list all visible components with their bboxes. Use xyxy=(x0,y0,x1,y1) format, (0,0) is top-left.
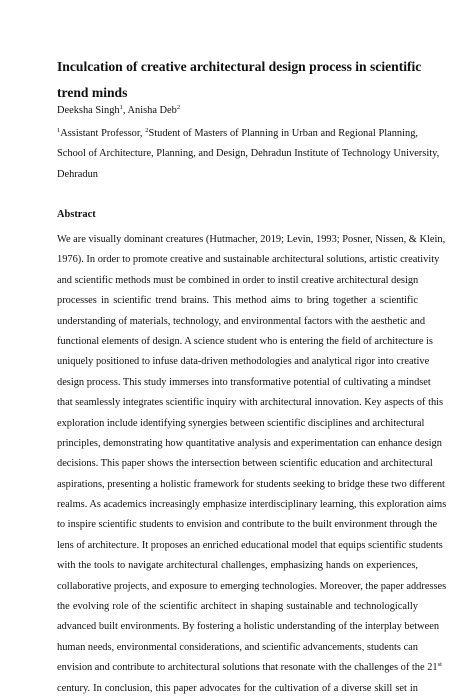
abstract-line: functional elements of design. A science student who is entering the field of architecture is xyxy=(57,335,433,347)
abstract-line: We are visually dominant creatures (Hutmacher, 2019; Levin, 1993; Posner, Nissen, & Klein, xyxy=(57,234,446,245)
abstract-line: 1976). In order to promote creative and sustainable architectural solutions, artistic creativity xyxy=(57,254,440,266)
affiliation-role: Assistant Professor, xyxy=(60,128,146,139)
affiliation-line xyxy=(57,124,418,144)
abstract-line: advanced built environments. By fostering a holistic understanding of the interplay between xyxy=(57,621,440,633)
abstract-line: century. In conclusion, this paper advocates for the cultivation of a diverse skill set in xyxy=(57,682,418,694)
affiliation-line: Dehradun xyxy=(57,168,98,180)
abstract-line: realms. As academics increasingly emphasize interdisciplinary learning, this exploration aims xyxy=(57,499,447,511)
author-separator: , xyxy=(122,105,128,116)
abstract-line: that seamlessly integrates scientific inquiry with architectural innovation. Key aspects of this xyxy=(57,397,444,409)
abstract-line: aspirations, presenting a holistic framework for students seeking to bridge these two different xyxy=(57,478,445,490)
abstract-line: decisions. This paper shows the intersection between scientific education and architectural xyxy=(57,458,433,470)
author-name: Deeksha Singh xyxy=(57,105,120,116)
affiliation-role: Student of Masters of Planning in Urban and Regional Planning, xyxy=(148,128,418,139)
abstract-line: principles, demonstrating how quantitative analysis and experimentation can enhance design xyxy=(57,437,442,449)
affiliation-marker: 2 xyxy=(145,127,149,134)
abstract-body xyxy=(57,230,447,699)
abstract-line: design process. This study immerses into transformative potential of cultivating a mindset xyxy=(57,376,431,388)
abstract-line: exploration include identifying synergies between scientific disciplines and architectural xyxy=(57,417,425,429)
paper-title: Inculcation of creative architectural design process in scientific trend minds xyxy=(57,59,422,100)
author-affiliation-marker: 2 xyxy=(176,104,181,111)
affiliation-line: School of Architecture, Planning, and Design, Dehradun Institute of Technology University, xyxy=(57,148,440,160)
abstract-line: collaborative projects, and exposure to emerging technologies. Moreover, the paper addresses xyxy=(57,580,447,592)
abstract-line: with the tools to navigate architectural challenges, emphasizing hands on experiences, xyxy=(57,560,418,572)
abstract-line: uniquely positioned to infuse data-driven methodologies and analytical rigor into creative xyxy=(57,356,430,368)
abstract-heading: Abstract xyxy=(57,209,96,220)
author-affiliation-marker: 1 xyxy=(119,104,123,111)
author-list xyxy=(57,104,180,118)
abstract-line: human needs, environmental considerations, and scientific advancements, students can xyxy=(57,641,418,653)
abstract-line-text: envision and contribute to architectural solutions that resonate with the challenges of the 21 xyxy=(57,662,438,674)
affiliation-marker: 1 xyxy=(57,127,61,134)
abstract-line: lens of architecture. It proposes an enriched educational model that equips scientific students xyxy=(57,539,443,551)
abstract-line: to inspire scientific students to envision and contribute to the built environment through the xyxy=(57,519,438,531)
author-name: Anisha Deb xyxy=(127,105,177,116)
abstract-line xyxy=(57,658,442,678)
abstract-line: processes in scientific trend brains. This method aims to bring together a scientific xyxy=(57,295,418,307)
abstract-line: understanding of materials, technology, and environmental factors with the aesthetic and xyxy=(57,315,426,327)
abstract-line: and scientific methods must be combined in order to instil creative architectural design xyxy=(57,274,419,286)
abstract-line: the evolving role of the scientific architect in shaping sustainable and technologically xyxy=(57,601,418,613)
affiliations xyxy=(57,124,440,185)
ordinal-suffix: st xyxy=(437,661,442,669)
